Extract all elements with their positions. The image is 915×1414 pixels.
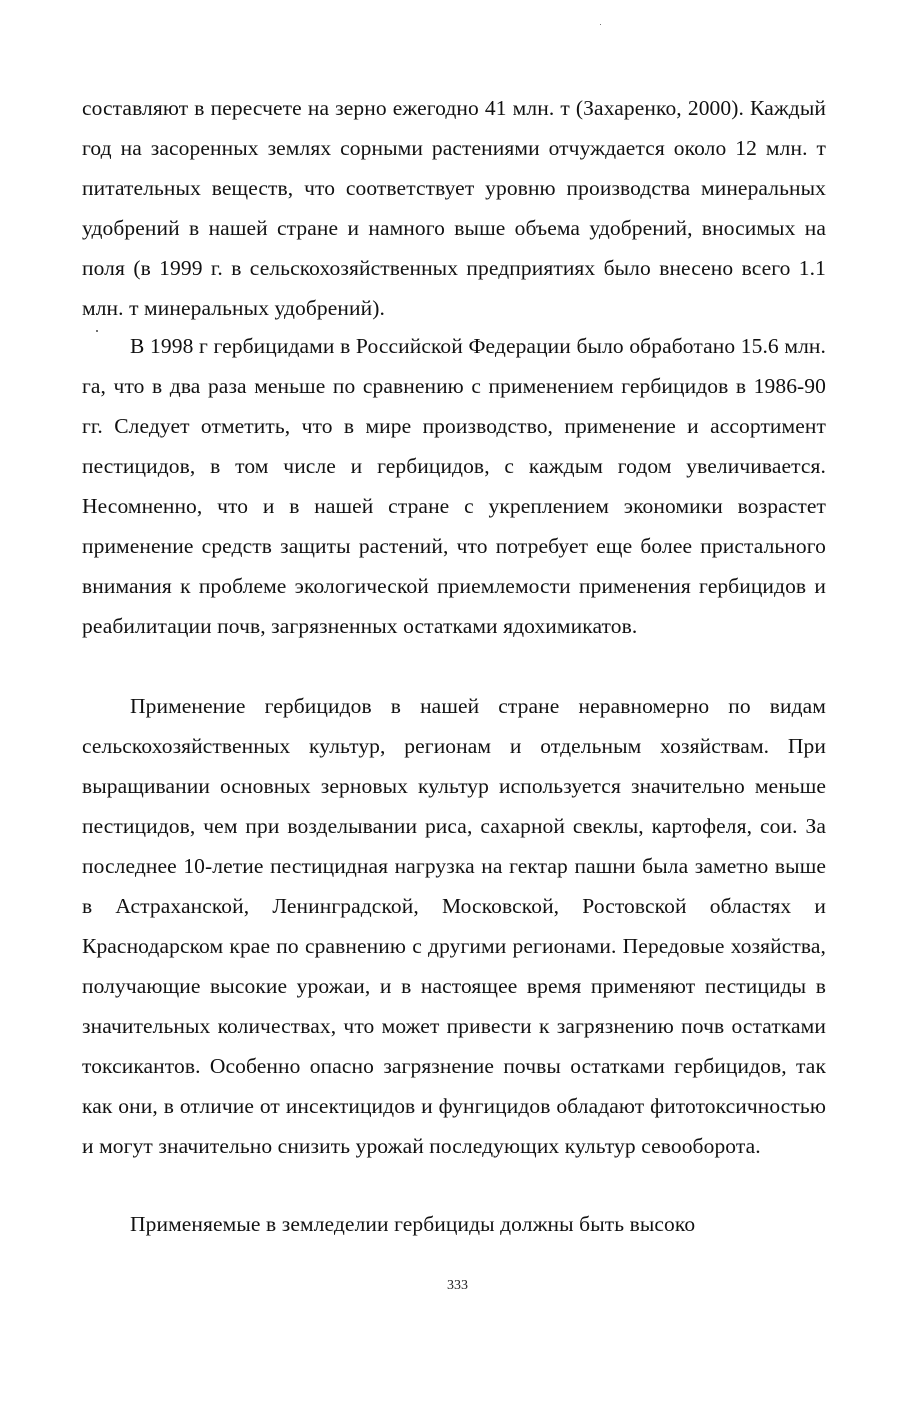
scan-speck (96, 330, 98, 332)
scan-speck (600, 24, 601, 25)
paragraph-herbicide-application (82, 686, 826, 1166)
paragraph-applied-herbicides (82, 1204, 826, 1244)
paragraph-1-text: составляют в пересчете на зерно ежегодно 41 млн. т (Захаренко, 2000). Каждый год на засоренных землях сорными растениями отчуждается около 12 млн. т питательных веществ, что соответствует уровню производства минеральных удобрений в нашей стране и намного выше объема удобрений, вносимых на поля (в 1999 г. в сельскохозяйственных предприятиях было внесено всего 1.1 млн. т минеральных удобрений). (82, 96, 826, 320)
paragraph-herbicides-1998 (82, 326, 826, 646)
page-number: 333 (447, 1278, 468, 1293)
paragraph-2-text: В 1998 г гербицидами в Российской Федерации было обработано 15.6 млн. га, что в два раза меньше по сравнению с применением гербицидов в 1986-90 гг. Следует отметить, что в мире производство, применение и ассортимент пестицидов, в том числе и гербицидов, с каждым годом увеличивается. Несомненно, что и в нашей стране с укреплением экономики возрастет применение средств защиты растений, что потребует еще более пристального внимания к проблеме экологической приемлемости применения гербицидов и реабилитации почв, загрязненных остатками ядохимикатов. (82, 334, 826, 638)
paragraph-continuation (82, 88, 826, 328)
paragraph-4-text: Применяемые в земледелии гербициды должны быть высоко (130, 1212, 696, 1236)
paragraph-3-text: Применение гербицидов в нашей стране неравномерно по видам сельскохозяйственных культур, регионам и отдельным хозяйствам. При выращивании основных зерновых культур используется значительно меньше пестицидов, чем при возделывании риса, сахарной свеклы, картофеля, сои. За последнее 10-летие пестицидная нагрузка на гектар пашни была заметно выше в Астраханской, Ленинградской, Московской, Ростовской областях и Краснодарском крае по сравнению с другими регионами. Передовые хозяйства, получающие высокие урожаи, и в настоящее время применяют пестициды в значительных количествах, что может привести к загрязнению почв остатками токсикантов. Особенно опасно загрязнение почвы остатками гербицидов, так как они, в отличие от инсектицидов и фунгицидов обладают фитотоксичностью и могут значительно снизить урожай последующих культур севооборота. (82, 694, 826, 1158)
